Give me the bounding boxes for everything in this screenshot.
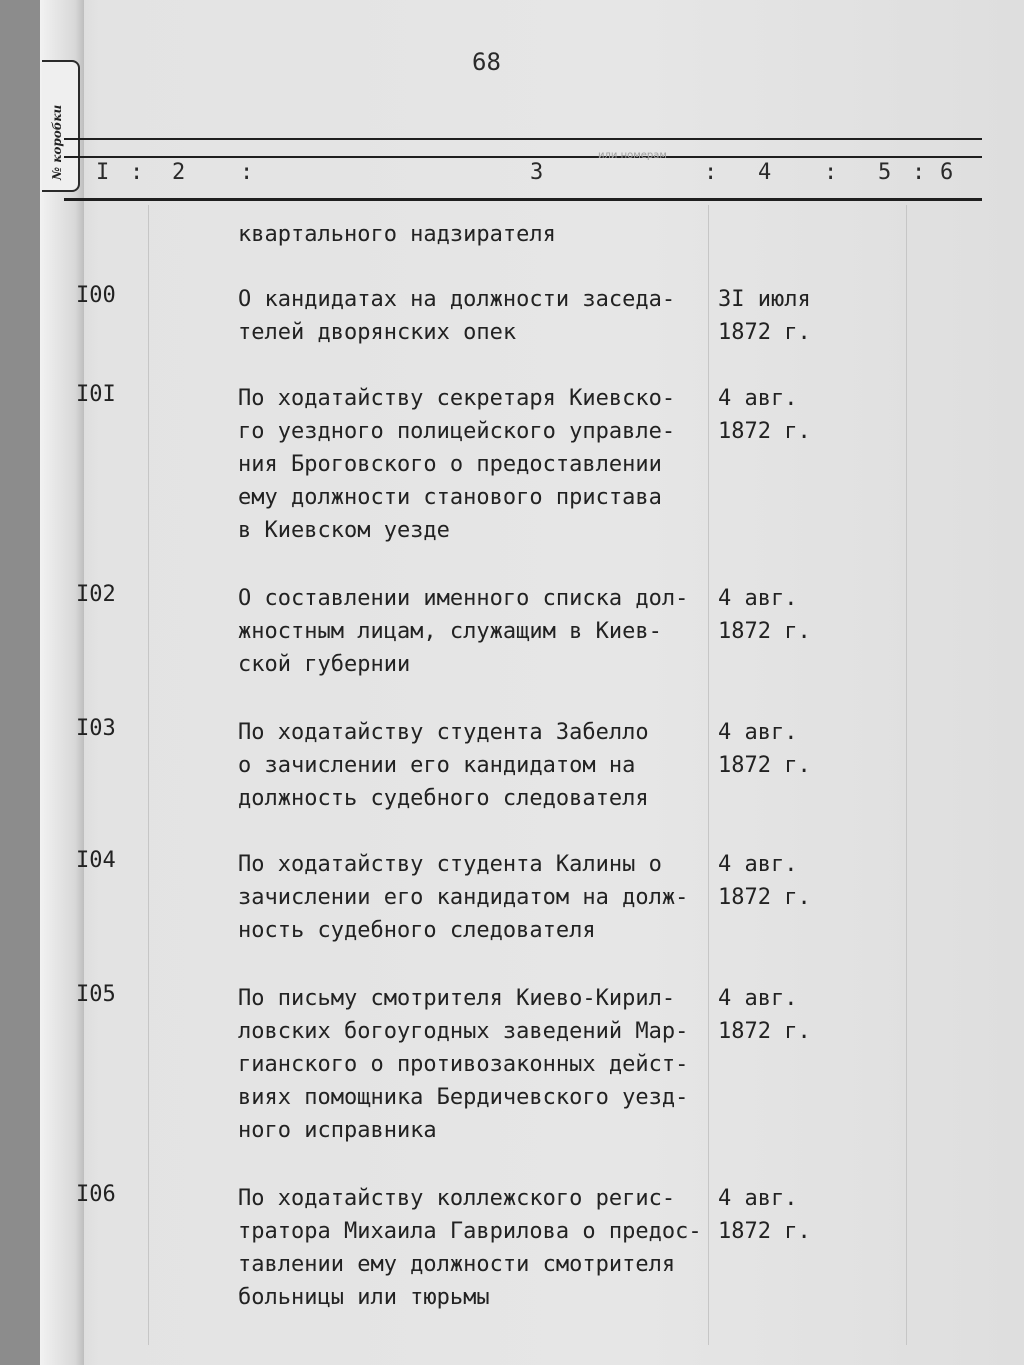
date-line: 4 авг. [718, 586, 798, 611]
description-line: ного исправника [238, 1118, 437, 1143]
description-line: По ходатайству коллежского регис- [238, 1186, 676, 1211]
description-line: ской губернии [238, 652, 411, 677]
description-line: По письму смотрителя Киево-Кирил- [238, 986, 676, 1011]
description-line: виях помощника Бердичевского уезд- [238, 1085, 689, 1110]
entry-number: I02 [76, 582, 116, 607]
entry-date [718, 982, 811, 1048]
description-line: ему должности станового пристава [238, 485, 662, 510]
date-line: 1872 г. [718, 320, 811, 345]
entry-number: I03 [76, 716, 116, 741]
entry-date [718, 848, 811, 914]
box-number-tab [42, 60, 80, 192]
description-line: По ходатайству студента Калины о [238, 852, 662, 877]
description-line: гианского о противозаконных дейст- [238, 1052, 689, 1077]
entry-date [718, 582, 811, 648]
entry-date [718, 382, 811, 448]
date-line: 1872 г. [718, 1019, 811, 1044]
description-line: в Киевском уезде [238, 518, 450, 543]
date-line: 1872 г. [718, 753, 811, 778]
entry-number: I06 [76, 1182, 116, 1207]
faint-column-line [906, 205, 907, 1345]
entry-description [238, 848, 712, 947]
entry-date [718, 283, 811, 349]
date-line: 1872 г. [718, 619, 811, 644]
header-middle-rule [64, 156, 982, 158]
entry-description [238, 982, 712, 1147]
header-bottom-rule [64, 198, 982, 201]
date-line: 4 авг. [718, 720, 798, 745]
document-page [40, 0, 1024, 1365]
date-line: 4 авг. [718, 1186, 798, 1211]
description-line: ность судебного следователя [238, 918, 596, 943]
date-line: 4 авг. [718, 986, 798, 1011]
bleed-through-text: или номерам [598, 150, 667, 161]
description-line: тратора Михаила Гаврилова о предос- [238, 1219, 702, 1244]
column-separator: : [912, 160, 926, 185]
entry-date [718, 716, 811, 782]
description-line: должность судебного следователя [238, 786, 649, 811]
description-line: квартального надзирателя [238, 222, 556, 247]
description-line: тавлении ему должности смотрителя [238, 1252, 676, 1277]
entry-number: I0I [76, 382, 116, 407]
description-line: зачислении его кандидатом на долж- [238, 885, 689, 910]
header-top-rule [64, 138, 982, 140]
date-line: 1872 г. [718, 419, 811, 444]
description-line: По ходатайству секретаря Киевско- [238, 386, 676, 411]
description-line: По ходатайству студента Забелло [238, 720, 649, 745]
description-line: ловских богоугодных заведений Мар- [238, 1019, 689, 1044]
entry-description [238, 218, 712, 251]
entry-description [238, 582, 712, 681]
entry-number: I00 [76, 283, 116, 308]
column-header-4: 4 [758, 160, 772, 185]
entry-number: I05 [76, 982, 116, 1007]
date-line: 3I июля [718, 287, 811, 312]
column-separator: : [240, 160, 254, 185]
column-separator: : [824, 160, 838, 185]
entry-description [238, 1182, 712, 1314]
description-line: больницы или тюрьмы [238, 1285, 490, 1310]
description-line: о зачислении его кандидатом на [238, 753, 636, 778]
entry-description [238, 716, 712, 815]
column-header-3: 3 [530, 160, 544, 185]
box-number-label: № коробки [50, 104, 64, 180]
column-header-5: 5 [878, 160, 892, 185]
entry-number: I04 [76, 848, 116, 873]
description-line: телей дворянских опек [238, 320, 517, 345]
page-number: 68 [472, 48, 501, 76]
date-line: 1872 г. [718, 885, 811, 910]
column-separator: : [130, 160, 144, 185]
description-line: О кандидатах на должности заседа- [238, 287, 676, 312]
description-line: О составлении именного списка дол- [238, 586, 689, 611]
entry-description [238, 283, 712, 349]
binding-spine [40, 0, 84, 1365]
entry-description [238, 382, 712, 547]
description-line: жностным лицам, служащим в Киев- [238, 619, 662, 644]
column-header-6: 6 [940, 160, 954, 185]
column-separator: : [704, 160, 718, 185]
entry-date [718, 1182, 811, 1248]
date-line: 1872 г. [718, 1219, 811, 1244]
column-header-1: I [96, 160, 110, 185]
column-header-2: 2 [172, 160, 186, 185]
date-line: 4 авг. [718, 386, 798, 411]
description-line: го уездного полицейского управле- [238, 419, 676, 444]
date-line: 4 авг. [718, 852, 798, 877]
description-line: ния Броговского о предоставлении [238, 452, 662, 477]
faint-column-line [148, 205, 149, 1345]
